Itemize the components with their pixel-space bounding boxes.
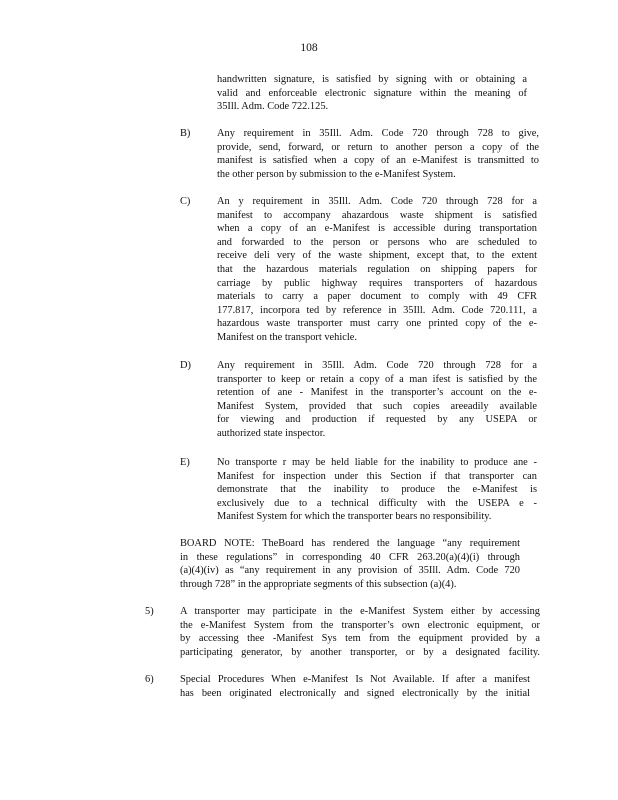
item-d-paragraph (217, 359, 537, 441)
text-line: by accessing thee -Manifest Sys tem from the equipment provided by a (180, 633, 540, 645)
text-line: through 728” in the appropriate segments of this subsection (a)(4). (180, 578, 457, 590)
subsection-label-5: 5) (145, 606, 154, 617)
item-e-paragraph (217, 456, 537, 524)
text-line: the other person by submission to the e-Manifest System. (217, 168, 456, 180)
text-line: provide, send, forward, or return to another person a copy of the (217, 141, 539, 153)
text-line: for viewing and production if requested by any USEPA or (217, 414, 537, 426)
text-line: 35Ill. Adm. Code 722.125. (217, 101, 329, 113)
text-line: the e-Manifest System from the transporter’s own electronic equipment, or (180, 619, 540, 631)
text-line: hazardous waste transporter must carry one printed copy of the e- (217, 318, 537, 330)
text-line: materials to carry a paper document to comply with 49 CFR (217, 291, 537, 303)
text-line: Any requirement in 35Ill. Adm. Code 720 through 728 for a (217, 360, 537, 371)
text-line: manifest is satisfied when a copy of an e-Manifest is transmitted to (217, 155, 539, 167)
text-line: A transporter may participate in the e-Manifest System either by accessing (180, 606, 540, 617)
item-b-paragraph (217, 127, 539, 181)
text-line: Manifest for inspection under this Section if that transporter can (217, 470, 537, 482)
text-line: Special Procedures When e-Manifest Is Not Available. If after a manifest (180, 674, 530, 685)
text-line: manifest to accompany ahazardous waste shipment is satisfied (217, 209, 537, 221)
text-line: retention of ane - Manifest in the transporter’s account on the e- (217, 387, 537, 399)
text-line: has been originated electronically and signed electronically by the initial (180, 687, 530, 699)
text-line: authorized state inspector. (217, 427, 326, 439)
subsection-6-paragraph (180, 673, 530, 700)
text-line: that the hazardous materials regulation on shipping papers for (217, 263, 537, 275)
item-c-paragraph (217, 195, 537, 345)
item-label-e: E) (180, 457, 190, 468)
subsection-label-6: 6) (145, 674, 154, 685)
text-line: demonstrate that the inability to produce the e-Manifest is (217, 484, 537, 496)
text-line: Manifest System, provided that such copies areeadily available (217, 400, 537, 412)
text-line: handwritten signature, is satisfied by signing with or obtaining a (217, 74, 527, 85)
text-line: valid and enforceable electronic signature within the meaning of (217, 87, 527, 99)
text-line: carriage by public highway requires transporters of hazardous (217, 277, 537, 289)
text-line: Any requirement in 35Ill. Adm. Code 720 through 728 to give, (217, 128, 539, 139)
continued-paragraph (217, 73, 527, 114)
text-line: Manifest System for which the transporter bears no responsibility. (217, 511, 492, 523)
item-label-d: D) (180, 360, 191, 371)
text-line: An y requirement in 35Ill. Adm. Code 720 through 728 for a (217, 196, 537, 207)
text-line: Manifest on the transport vehicle. (217, 331, 357, 343)
text-line: participating generator, by another transporter, or by a designated facility. (180, 646, 540, 658)
text-line: 177.817, incorpora ted by reference in 35Ill. Adm. Code 720.111, a (217, 304, 537, 316)
text-line: BOARD NOTE: TheBoard has rendered the language “any requirement (180, 538, 520, 549)
item-label-c: C) (180, 196, 191, 207)
text-line: exclusively due to a technical difficulty with the USEPA e - (217, 497, 537, 509)
item-label-b: B) (180, 128, 191, 139)
board-note (180, 537, 520, 591)
text-line: when a copy of an e-Manifest is accessible during transportation (217, 223, 537, 235)
text-line: and forwarded to the person or persons who are scheduled to (217, 236, 537, 248)
text-line: transporter to keep or retain a copy of a man ifest is satisfied by the (217, 373, 537, 385)
subsection-5-paragraph (180, 605, 540, 659)
text-line: receive deli very of the waste shipment, except that, to the extent (217, 250, 537, 262)
page-number: 108 (300, 42, 318, 54)
text-line: No transporte r may be held liable for the inability to produce ane - (217, 457, 537, 468)
text-line: (a)(4)(iv) as “any requirement in any provision of 35Ill. Adm. Code 720 (180, 565, 520, 577)
text-line: in these regulations” in corresponding 40 CFR 263.20(a)(4)(i) through (180, 551, 520, 563)
